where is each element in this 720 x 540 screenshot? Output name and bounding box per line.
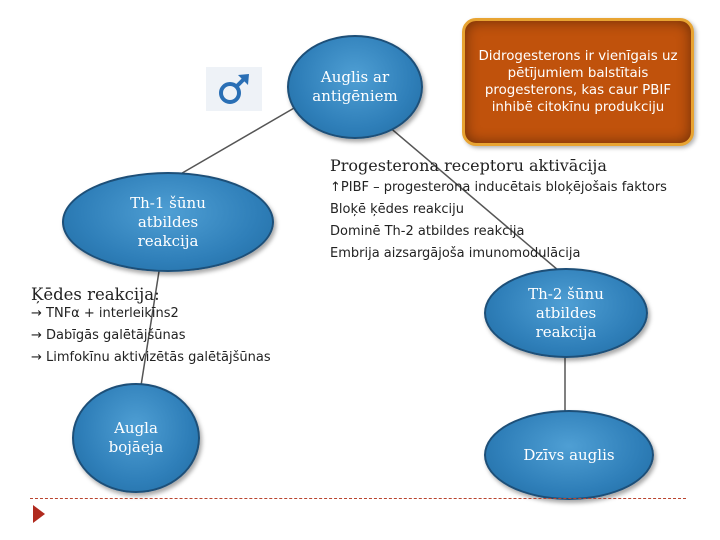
dydrogesterone-callout (462, 18, 694, 146)
th2-label: Th-2 šūnu atbildes reakcija (528, 284, 604, 341)
male-symbol-icon (206, 67, 262, 111)
fetal-loss-ellipse (72, 383, 200, 493)
progesterone-item: ↑PIBF – progesterona inducētais bloķējošais faktors (330, 180, 667, 195)
progesterone-item: Bloķē ķēdes reakciju (330, 202, 464, 217)
bottom-divider (30, 498, 686, 499)
antigen-ellipse (287, 35, 423, 139)
antigen-label: Auglis ar antigēniem (312, 68, 398, 105)
chain-item: → TNFα + interleikīns2 (31, 306, 179, 321)
loss-label: Augla bojāeja (108, 419, 164, 456)
live-fetus-ellipse (484, 410, 654, 500)
callout-text: Didrogesterons ir vienīgais uz pētījumiem balstītais progesterons, kas caur PBIF inhibē citokīnu produkciju (478, 49, 678, 115)
red-arrow-icon[interactable] (33, 505, 45, 523)
progesterone-heading: Progesterona receptoru aktivācija (330, 156, 607, 175)
progesterone-item: Embrija aizsargājoša imunomodulācija (330, 246, 581, 261)
chain-list (31, 303, 331, 369)
chain-item: → Limfokīnu aktivizētās galētājšūnas (31, 350, 271, 365)
live-label: Dzīvs auglis (523, 445, 615, 464)
chain-heading: Ķēdes reakcija: (31, 285, 160, 304)
th1-label: Th-1 šūnu atbildes reakcija (130, 193, 206, 250)
th1-ellipse (62, 172, 274, 272)
th2-ellipse (484, 268, 648, 358)
progesterone-list (330, 177, 720, 265)
chain-item: → Dabīgās galētājšūnas (31, 328, 186, 343)
progesterone-item: Dominē Th-2 atbildes reakcija (330, 224, 525, 239)
